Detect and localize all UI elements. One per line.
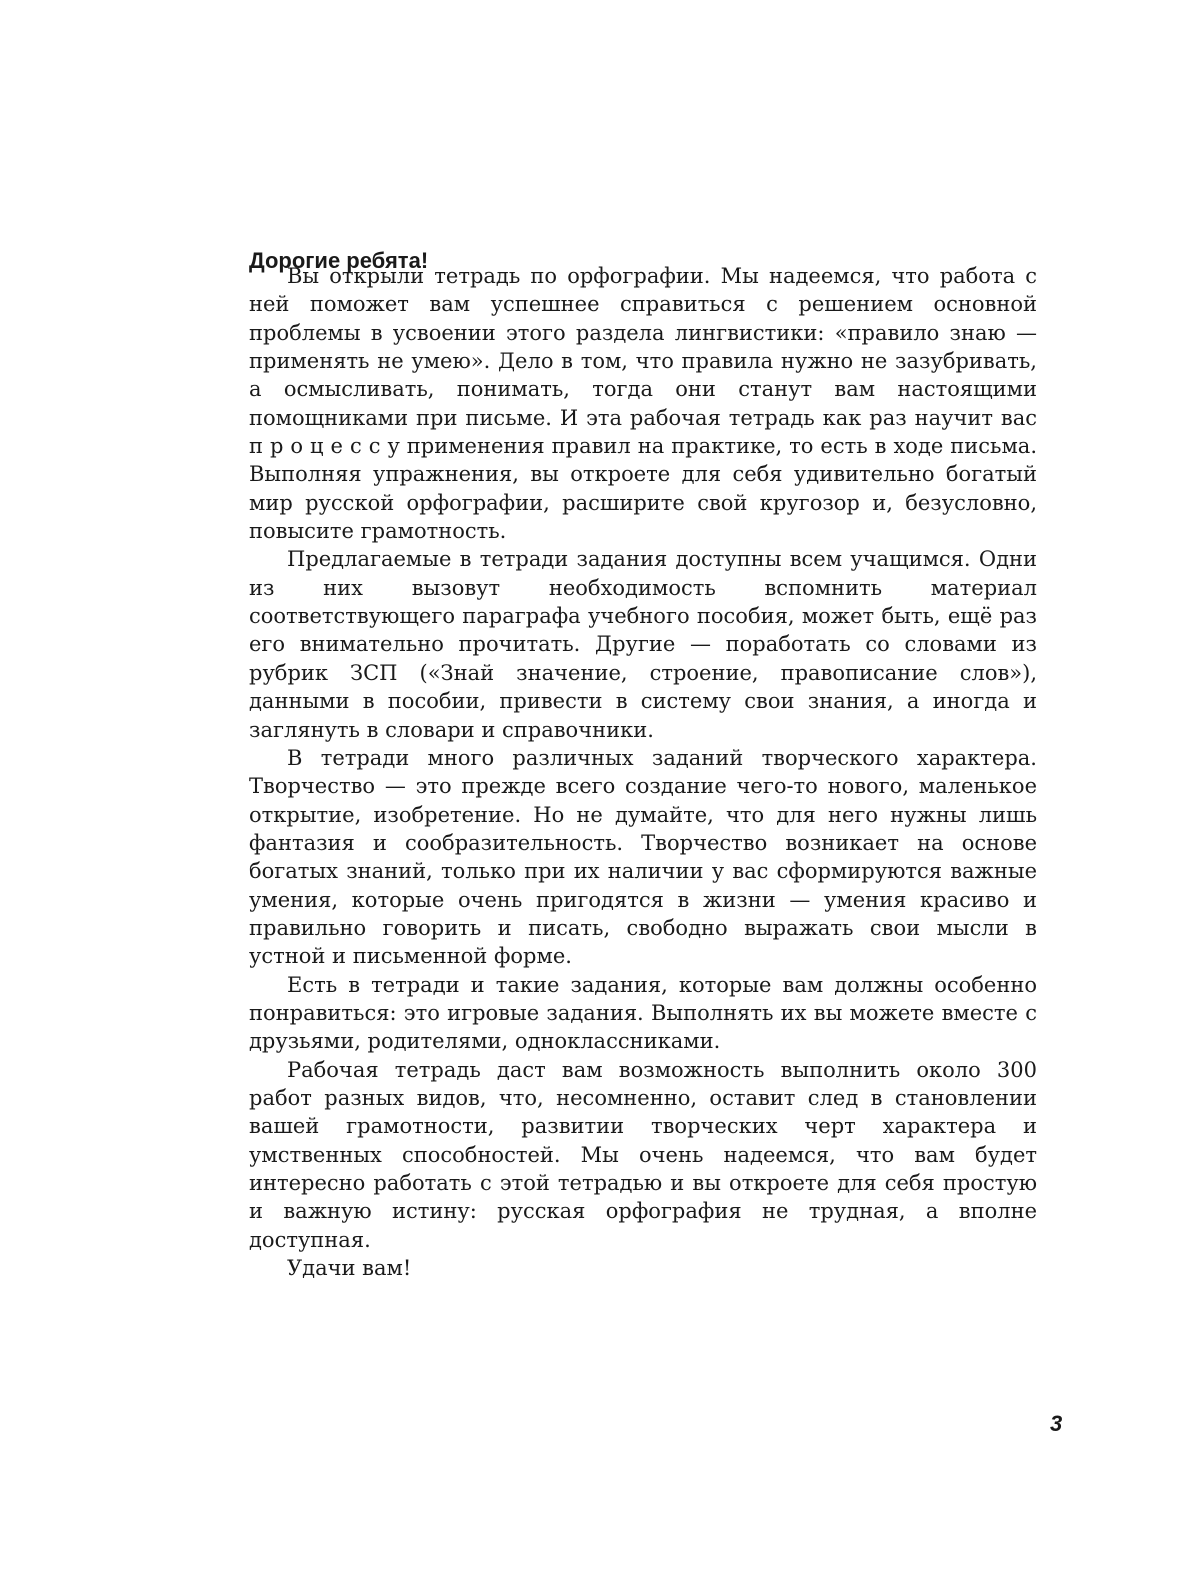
page-number: 3 <box>1050 1411 1063 1436</box>
paragraph-2: Предлагаемые в тетради задания доступны всем учащимся. Одни из них вызовут необходимость вспомнить материал соответствующего параграфа учебного пособия, может быть, ещё раз его внимательно прочитать. Другие — поработать со словами из рубрик ЗСП («Знай значение, строение, правописание слов»), данными в пособии, привести в систему свои знания, а иногда и заглянуть в словари и справочники. <box>249 547 1037 742</box>
page-heading: Дорогие ребята! <box>249 248 429 273</box>
paragraph-4: Есть в тетради и такие задания, которые вам должны особенно понравиться: это игровые задания. Выполнять их вы можете вместе с друзьями, родителями, одноклассниками. <box>249 972 1037 1054</box>
paragraph-6: Удачи вам! <box>287 1256 412 1281</box>
paragraph-5: Рабочая тетрадь даст вам возможность выполнить около 300 работ разных видов, что, несомненно, оставит след в становлении вашей грамотности, развитии творческих черт характера и умственных способностей. Мы очень надеемся, что вам будет интересно работать с этой тетрадью и вы откроете для себя простую и важную истину: русская орфография не трудная, а вполне доступная. <box>249 1057 1037 1252</box>
paragraph-3: В тетради много различных заданий творческого характера. Творчество — это прежде всего создание чего-то нового, маленькое открытие, изобретение. Но не думайте, что для него нужны лишь фантазия и сообразительность. Творчество возникает на основе богатых знаний, только при их наличии у вас сформируются важные умения, которые очень пригодятся в жизни — умения красиво и правильно говорить и писать, свободно выражать свои мысли в устной и письменной форме. <box>249 745 1037 969</box>
body-text <box>249 262 1037 1282</box>
paragraph-1: Вы открыли тетрадь по орфографии. Мы надеемся, что работа с ней поможет вам успешнее справиться с решением основной проблемы в усвоении этого раздела лингвистики: «правило знаю — применять не умею». Дело в том, что правила нужно не зазубривать, а осмысливать, понимать, тогда они станут вам настоящими помощниками при письме. И эта рабочая тетрадь как раз научит вас п р о ц е с с у применения правил на практике, то есть в ходе письма. Выполняя упражнения, вы откроете для себя удивительно богатый мир русской орфографии, расширите свой кругозор и, безусловно, повысите грамотность. <box>249 264 1037 544</box>
